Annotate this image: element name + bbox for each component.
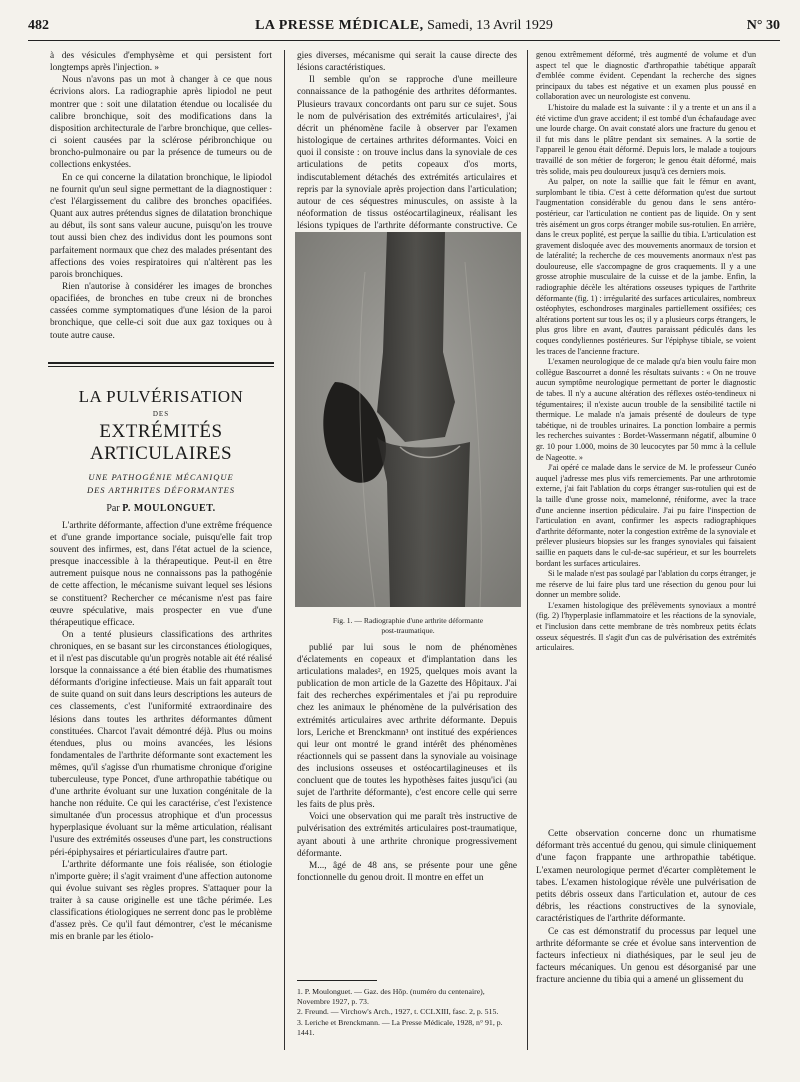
issue-number: N° 30: [746, 18, 780, 33]
column-1-top: [50, 50, 272, 342]
paragraph: L'arthrite déformante une fois réalisée, son étiologie n'importe guère; il s'agit vraiment d'une affection autonome qui évolue suivant ses règles propres. S'attaquer pour la traiter à sa cause originelle est une tâche périmée. Les classifications étiologiques ne serrent donc pas le problème d'assez près. Ce qu'il faut démontrer, c'est le mécanisme mis en branle par les étiolo-: [50, 859, 272, 943]
footnote: 2. Freund. — Virchow's Arch., 1927, t. CCLXIII, fasc. 2, p. 515.: [297, 1007, 499, 1017]
radiograph-figure: [295, 232, 521, 607]
article-title-block: [48, 362, 274, 514]
figure-caption-line-1: Fig. 1. — Radiographie d'une arthrite déformante: [332, 616, 484, 625]
title-rule: [48, 366, 274, 367]
column-2-top: [297, 50, 517, 257]
paragraph: Cette observation concerne donc un rhumatisme déformant très accentué du genou, qui simule cliniquement d'une façon frappante une arthropathie tabétique. L'examen neurologique permet d'écarter complètement le tabes. L'examen histologique révèle une pulvérisation de petits débris osseux dans l'articulation et, autour de ces débris, les réactions constructives de la synoviale, caractéristiques de l'arthrite déformante.: [536, 829, 756, 925]
paragraph: L'histoire du malade est la suivante : il y a trente et un ans il a été victime d'un grave accident; il est tombé d'un échafaudage avec une lourde charge. On avait constaté alors une fracture du genou et il fut mis dans le plâtre pendant six semaines. A la sortie de l'appareil le genou était déformé. Depuis lors, le malade a toujours travaillé de son métier de forgeron; le genou était déformé, mais très solide, mais peu douloureux jusqu'à ces derniers mois.: [536, 102, 756, 176]
article-title-line-1: LA PULVÉRISATION: [78, 387, 244, 406]
figure-caption-line-2: post-traumatique.: [381, 626, 435, 635]
publication-name: LA PRESSE MÉDICALE,: [255, 18, 424, 33]
column-divider-2: [527, 50, 528, 1050]
footnotes: [297, 980, 517, 1038]
title-rule: [48, 362, 274, 364]
column-divider-1: [284, 50, 285, 1050]
paragraph: J'ai opéré ce malade dans le service de M. le professeur Cunéo auquel j'adresse mes plus vifs remerciements. Par une arthrotomie externe, j'ai fait l'ablation du corps étranger sus-rotulien qui est de la taille d'une grosse noix, mamelonné, réniforme, avec la trace d'une ancienne insertion pédiculaire. J'ai pu faire l'inspection de l'articulation en avant, confirmer les aspects radiographiques d'arthrite déformante, noter la congestion extrême de la synoviale et prélever plusieurs biopsies sur les franges synoviales qui faisaient saillie en paquets dans le cul-de-sac supérieur, et sur les bourrelets bordant les surfaces articulaires.: [536, 463, 756, 568]
column-2-body: [297, 642, 517, 884]
paragraph: L'arthrite déformante, affection d'une extrême fréquence et d'une grande importance sociale, puisqu'elle fait trop souvent des infirmes, est, dans l'état actuel de la science, presque inaccessible à la thérapeutique. Peut-il en être autrement puisque nous ne connaissons pas la pathogénie de cette affection, le mécanisme suivant lequel ses lésions se constituent? Rechercher ce mécanisme n'est pas faire œuvre spéculative, mais prospecter en vue d'une thérapeutique efficace.: [50, 521, 272, 628]
column-1-body: [50, 520, 272, 943]
page-number: 482: [28, 18, 49, 33]
paragraph: En ce qui concerne la dilatation bronchique, le lipiodol ne fournit qu'un seul signe permettant de la diagnostiquer : c'est l'élargissement du calibre des bronches opacifiées. Quant aux autres prétendus signes de dilatation bronchique au début, ils sont sans valeur aucune, puisqu'on les trouve tout aussi bien chez des individus dont les poumons sont parfaitement normaux que chez des malades présentant des affections des voies respiratoires qui n'altèrent pas les parois bronchiques.: [50, 172, 272, 280]
article-subtitle-line-1: UNE PATHOGÉNIE MÉCANIQUE: [88, 472, 234, 482]
article-title-line-2: EXTRÉMITÉS ARTICULAIRES: [89, 421, 233, 464]
paragraph: Si le malade n'est pas soulagé par l'ablation du corps étranger, je me réserve de lui faire plus tard une résection du genou pour lui donner un membre solide.: [536, 569, 757, 600]
paragraph: Voici une observation qui me paraît très instructive de pulvérisation des extrémités articulaires post-traumatique, ayant abouti à une arthrite chronique progressivement déformante.: [297, 812, 517, 859]
paragraph: Nous n'avons pas un mot à changer à ce que nous écrivions alors. La radiographie après lipiodol ne peut montrer que : soit une dilatation étendue ou localisée du calibre bronchique, soit des modifications dans la disposition architecturale de l'arbre bronchique, que celles-ci soient causées par la sclérose péribronchique ou broncho-pulmonaire ou par la présence de tumeurs ou de collections enkystées.: [50, 75, 272, 171]
column-3-top: [536, 50, 756, 654]
paragraph: Au palper, on note la saillie que fait le fémur en avant, surplombant le tibia. C'est à cette déformation qu'est due surtout l'augmentation considérable du genou dans le sens antéro-postérieur, car l'articulation ne contient pas de liquide. On y sent très aisément un gros corps étranger mobile sus-rotulien. En arrière, dans le creux poplité, est perçue la saillie du tibia. L'articulation est gravement disloquée avec des mouvements anormaux de torsion et de latéralité; la recherche de ces mouvements anormaux n'est pas douloureuse, elle s'accompagne de gros craquements. Il y a une grosse atrophie musculaire de la cuisse et de la jambe. Enfin, la radiographie décèle les altérations osseuses typiques de l'arthrite déformante (fig. 1) : irrégularité des surfaces articulaires, nombreux ostéophytes, eschondroses marginales partiellement ossifiées; ces altérations portent sur tous les os; il y a plusieurs corps étrangers, le plus gros libre en avant, d'autres paraissant pédiculés dans les coques condyliennes postérieures. Sur l'épiphyse tibiale, se voient les traces de l'ancienne fracture.: [536, 177, 756, 356]
byline: [48, 503, 274, 514]
running-title: [28, 18, 780, 34]
paragraph: M..., âgé de 48 ans, se présente pour une gêne fonctionnelle du genou droit. Il montre en effet un: [297, 860, 517, 883]
byline-prefix: Par: [106, 503, 120, 514]
paragraph: On a tenté plusieurs classifications des arthrites chroniques, en se basant sur les circonstances étiologiques, et il n'est pas discutable qu'un progrès notable ait été réalisé lorsque la connaissance a été bien établie des rhumatismes déformants d'origine infectieuse. Mais un fait apparaît tout de suite quand on suit dans leurs descriptions les auteurs de ces classements, c'est l'uniformité extraordinaire des lésions dans toutes les arthrites déformantes dûment constituées. Charcot l'avait démontré déjà. Plus ou moins étendues, plus ou moins avancées, les lésions fondamentales de l'arthrite déformante sont exactement les mêmes, qu'il s'agisse d'un rhumatisme chronique d'origine tuberculeuse, type Poncet, d'une arthropathie tabétique ou d'une arthrite évoluant sur une luxation congénitale de la hanche non réduite. Ce qui les caractérise, c'est l'existence simultanée d'un processus atrophique et d'un processus hyperplasique évoluant sur la même articulation, réalisant l'usure des extrémités osseuses d'une part, les constructions péri-épiphysaires et périarticulaires d'autre part.: [50, 629, 272, 858]
paragraph: Rien n'autorise à considérer les images de bronches opacifiées, de bronches en tube creux ni de bronches cassées comme symptomatiques d'une lésion de la paroi bronchique, que celle-ci soit due aux gaz toxiques ou à toute autre cause.: [50, 281, 272, 341]
page-header: [28, 18, 780, 40]
paragraph: à des vésicules d'emphysème et qui persistent fort longtemps après l'injection. »: [50, 51, 272, 74]
paragraph: Il semble qu'on se rapproche d'une meilleure connaissance de la pathogénie des arthrites déformantes. Plusieurs travaux concordants ont paru sur ce sujet. Sous le nom de pulvérisation des extrémités articulaires¹, j'ai décrit un phénomène facile à observer par l'examen histologique de certaines arthrites déformantes. Voici en quoi il consiste : on trouve inclus dans la synoviale de ces articulations de petits copeaux d'os morts, indiscutablement détachés des extrémités articulaires et repris par la synoviale après projection dans l'articulation; autour de ces séquestres minuscules, on assiste à la néoformation de tissus ostéocartilagineux, réalisant les lésions typiques de l'arthrite déformante constructive. Ce: [297, 75, 517, 232]
figure-caption: [297, 616, 519, 636]
footnote: 1. P. Moulonguet. — Gaz. des Hôp. (numéro du centenaire), Novembre 1927, p. 73.: [297, 987, 485, 1007]
paragraph: genou extrêmement déformé, très augmenté de volume et d'un aspect tel que le diagnostic d'arthropathie tabétique apparaît d'emblée comme évident. Cependant la recherche des signes principaux du tabes est négative et un examen plus poussé en collaboration avec un neurologiste est convenu.: [536, 50, 756, 102]
issue-date: Samedi, 13 Avril 1929: [427, 18, 553, 33]
paragraph: L'examen histologique des prélèvements synoviaux a montré (fig. 2) l'hyperplasie inflammatoire et les réactions de la synoviale, et l'inclusion dans cette membrane de très nombreux petits éclats osseux séquestrés. Il s'agit d'un cas de pulvérisation des extrémités articulaires.: [536, 600, 756, 653]
paragraph: gies diverses, mécanisme qui serait la cause directe des lésions caractéristiques.: [297, 51, 517, 74]
paragraph: L'examen neurologique de ce malade qu'a bien voulu faire mon collègue Bascourret a donné les résultats suivants : « On ne trouve aucun symptôme neurologique permettant de porter le diagnostic de tabes. Il n'y a aucune altération des réflexes ostéo-tendineux ni tégumentaires; il n'existe aucun trouble de la sensibilité tactile ni thermique. Le malade n'a jamais présenté de douleurs de type tabétique, ni de troubles urinaires. La ponction lombaire a permis les recherches suivantes : Bordet-Wassermann négatif, albumine 0 gr. 10 pour 1.000, moins de 30 leucocytes par 50 mmc à la cellule de Nageotte. »: [536, 357, 756, 462]
header-rule: [28, 40, 780, 41]
footnote-separator: [297, 980, 377, 981]
paragraph: Ce cas est démonstratif du processus par lequel une arthrite déformante se crée et évolue sans intervention de facteurs infectieux ni diathésiques, par le seul jeu de facteurs mécaniques. Un genou est désorganisé par une fracture ancienne du tibia qui a amené un glissement du: [536, 926, 756, 986]
column-3-body: [536, 828, 756, 987]
knee-radiograph-image: [295, 232, 521, 607]
article-title-des: DES: [152, 410, 170, 418]
author-name: P. MOULONGUET.: [122, 503, 216, 514]
paragraph: publié par lui sous le nom de phénomènes d'éclatements en copeaux et d'implantation dans les articulations malades², en 1925, quelques mois avant la publication de mon article de la Gazette des Hôpitaux. J'ai fait des recherches expérimentales et j'ai pu reproduire chez les animaux le phénomène de la pulvérisation des extrémités articulaires avec arthrite déformante. Depuis lors, Leriche et Brenckmann³ ont institué des expériences qui leur ont montré le grand intérêt des phénomènes réactionnels qui se passent dans la synoviale au voisinage des inclusions osseuses et ostéocartilagineuses et ils concluent que de toutes les hypothèses faites jusqu'ici (au sujet de l'arthrite déformante), c'est encore celle qui serre les faits de plus près.: [297, 643, 517, 811]
footnote: 3. Leriche et Brenckmann. — La Presse Médicale, 1928, n° 91, p. 1441.: [297, 1017, 503, 1037]
article-subtitle-line-2: DES ARTHRITES DÉFORMANTES: [86, 485, 236, 495]
